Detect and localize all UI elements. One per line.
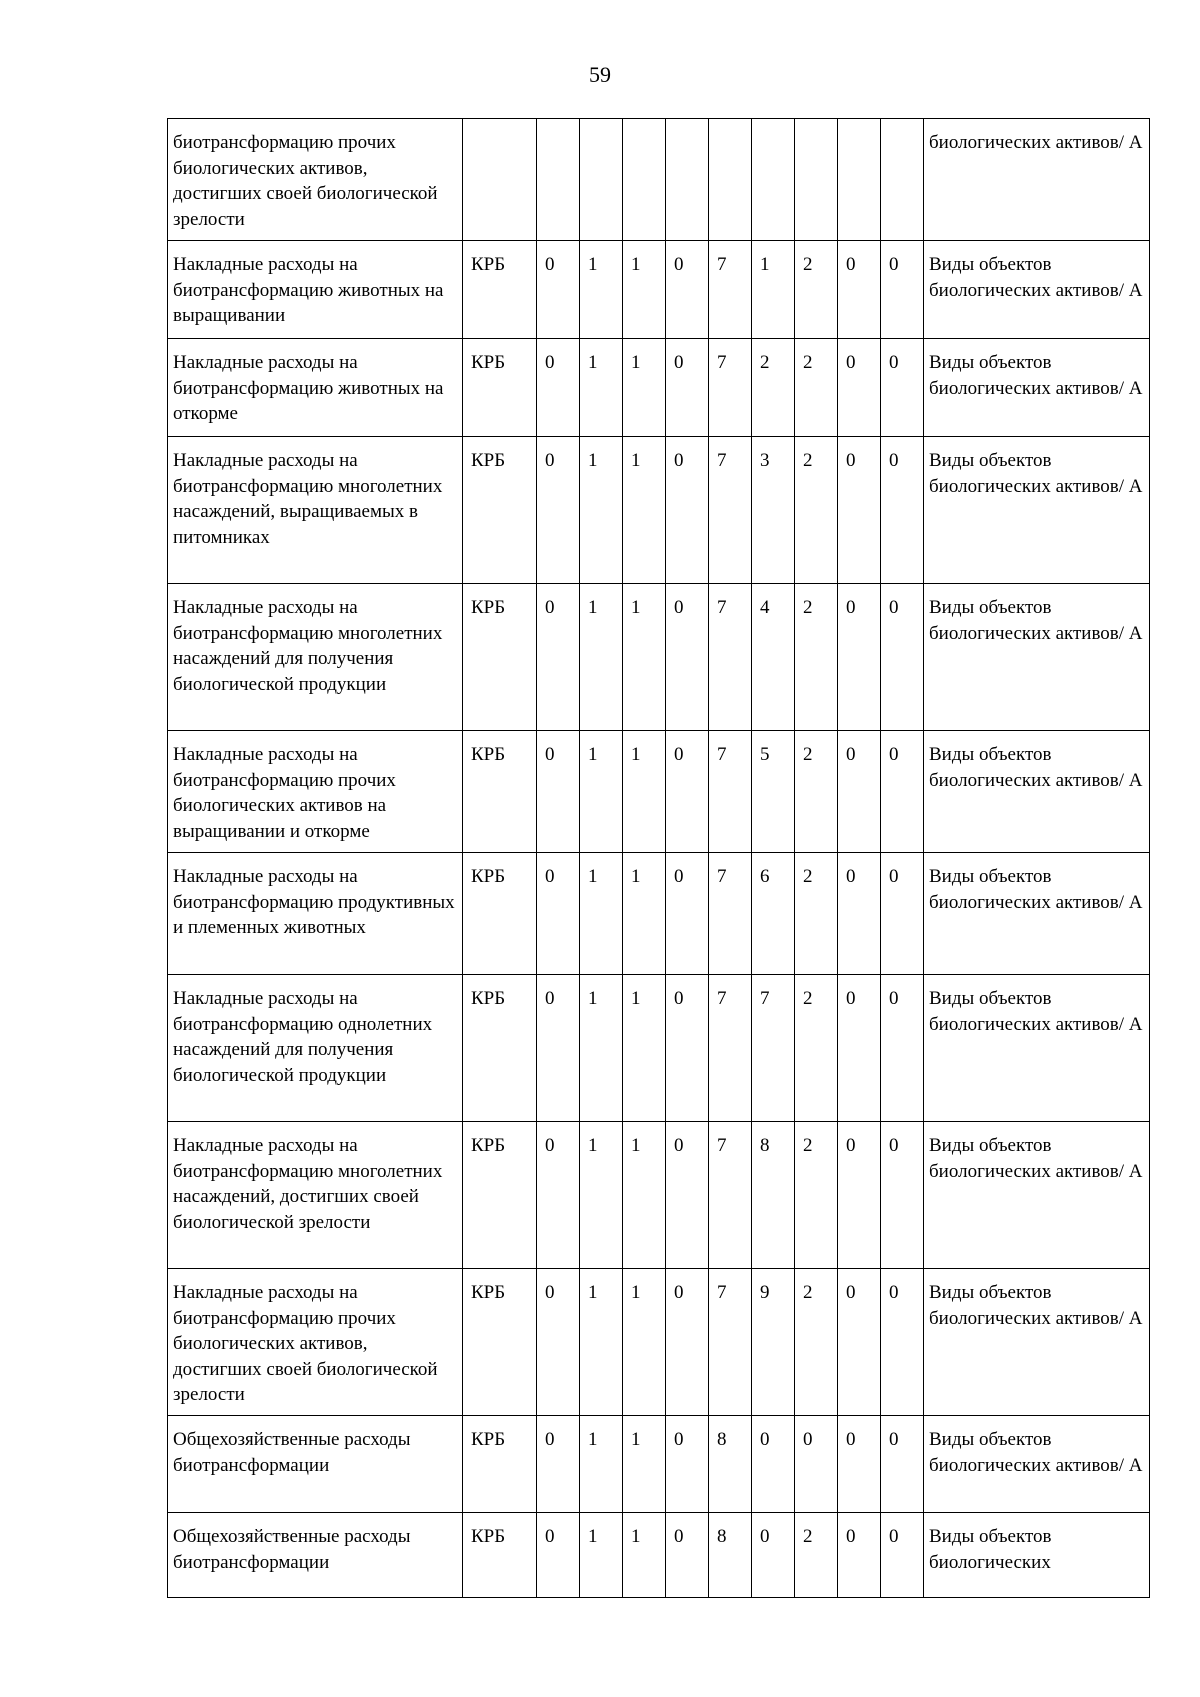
account-digit-cell: 0	[838, 241, 881, 339]
account-digit-cell: 1	[623, 584, 666, 731]
analytics-cell: Виды объектов биологических активов/ А	[924, 1269, 1150, 1416]
account-digit-cell: 7	[709, 975, 752, 1122]
analytics-cell: Виды объектов биологических активов/ А	[924, 1416, 1150, 1513]
table-body	[168, 119, 1150, 1598]
account-digit-cell	[795, 119, 838, 241]
account-digit-cell: 0	[838, 437, 881, 584]
account-digit-cell: 0	[666, 1416, 709, 1513]
account-code-cell: КРБ	[463, 1416, 537, 1513]
account-digit-cell: 7	[709, 584, 752, 731]
account-digit-cell: 1	[623, 1513, 666, 1598]
account-digit-cell: 0	[537, 339, 580, 437]
account-digit-cell	[838, 119, 881, 241]
account-code-cell: КРБ	[463, 1122, 537, 1269]
account-name-cell: Накладные расходы на биотрансформацию многолетних насаждений, достигших своей биологической зрелости	[168, 1122, 463, 1269]
account-digit-cell: 1	[623, 241, 666, 339]
account-digit-cell: 8	[709, 1416, 752, 1513]
account-digit-cell: 1	[623, 975, 666, 1122]
account-digit-cell: 2	[795, 584, 838, 731]
account-name-cell: Накладные расходы на биотрансформацию многолетних насаждений, выращиваемых в питомниках	[168, 437, 463, 584]
account-digit-cell: 7	[709, 241, 752, 339]
account-digit-cell	[580, 119, 623, 241]
account-digit-cell: 7	[752, 975, 795, 1122]
account-digit-cell: 0	[881, 1269, 924, 1416]
account-digit-cell: 0	[537, 1416, 580, 1513]
account-digit-cell: 2	[795, 1122, 838, 1269]
account-digit-cell: 0	[838, 1269, 881, 1416]
account-digit-cell: 0	[537, 241, 580, 339]
account-code-cell	[463, 119, 537, 241]
account-code-cell: КРБ	[463, 241, 537, 339]
account-digit-cell: 0	[537, 1269, 580, 1416]
account-digit-cell: 1	[623, 853, 666, 975]
account-digit-cell: 1	[623, 437, 666, 584]
account-digit-cell: 0	[537, 437, 580, 584]
account-digit-cell: 0	[838, 975, 881, 1122]
account-digit-cell: 1	[580, 1269, 623, 1416]
account-name-cell: Накладные расходы на биотрансформацию животных на выращивании	[168, 241, 463, 339]
account-digit-cell: 2	[795, 1513, 838, 1598]
analytics-cell: Виды объектов биологических активов/ А	[924, 437, 1150, 584]
table-row	[168, 1416, 1150, 1513]
table-row	[168, 1269, 1150, 1416]
account-name-cell: Общехозяйственные расходы биотрансформации	[168, 1416, 463, 1513]
account-digit-cell: 6	[752, 853, 795, 975]
table-row	[168, 731, 1150, 853]
account-digit-cell: 0	[666, 241, 709, 339]
account-digit-cell: 0	[666, 853, 709, 975]
account-name-cell: Общехозяйственные расходы биотрансформации	[168, 1513, 463, 1598]
account-digit-cell: 7	[709, 731, 752, 853]
account-digit-cell: 0	[881, 584, 924, 731]
account-digit-cell: 2	[795, 1269, 838, 1416]
account-digit-cell: 2	[795, 853, 838, 975]
account-digit-cell: 0	[881, 339, 924, 437]
account-digit-cell: 0	[838, 339, 881, 437]
account-digit-cell: 0	[881, 1513, 924, 1598]
account-digit-cell: 0	[537, 853, 580, 975]
analytics-cell: Виды объектов биологических активов/ А	[924, 241, 1150, 339]
account-digit-cell: 0	[537, 1513, 580, 1598]
account-code-cell: КРБ	[463, 731, 537, 853]
account-digit-cell: 5	[752, 731, 795, 853]
account-digit-cell: 1	[580, 437, 623, 584]
account-digit-cell: 0	[537, 1122, 580, 1269]
account-digit-cell: 0	[666, 1122, 709, 1269]
account-digit-cell: 1	[623, 339, 666, 437]
account-digit-cell: 0	[838, 1416, 881, 1513]
table-row	[168, 584, 1150, 731]
account-digit-cell: 0	[666, 1513, 709, 1598]
account-digit-cell: 0	[838, 731, 881, 853]
account-digit-cell: 0	[881, 975, 924, 1122]
account-digit-cell: 0	[881, 853, 924, 975]
analytics-cell: Виды объектов биологических активов/ А	[924, 731, 1150, 853]
account-code-cell: КРБ	[463, 584, 537, 731]
account-digit-cell	[881, 119, 924, 241]
account-digit-cell: 1	[580, 1416, 623, 1513]
analytics-cell: Виды объектов биологических активов/ А	[924, 584, 1150, 731]
table-row	[168, 339, 1150, 437]
account-digit-cell: 0	[752, 1513, 795, 1598]
account-code-cell: КРБ	[463, 853, 537, 975]
account-digit-cell: 0	[881, 1122, 924, 1269]
account-name-cell: Накладные расходы на биотрансформацию многолетних насаждений для получения биологической продукции	[168, 584, 463, 731]
account-digit-cell: 2	[795, 241, 838, 339]
account-digit-cell: 1	[580, 1513, 623, 1598]
account-digit-cell: 0	[838, 584, 881, 731]
account-digit-cell: 1	[580, 975, 623, 1122]
analytics-cell: Виды объектов биологических активов/ А	[924, 339, 1150, 437]
table-row	[168, 119, 1150, 241]
account-code-cell: КРБ	[463, 975, 537, 1122]
account-code-cell: КРБ	[463, 1513, 537, 1598]
account-digit-cell: 7	[709, 437, 752, 584]
account-digit-cell: 0	[666, 584, 709, 731]
account-digit-cell: 2	[795, 975, 838, 1122]
table-row	[168, 853, 1150, 975]
account-digit-cell: 1	[580, 241, 623, 339]
account-digit-cell	[537, 119, 580, 241]
account-digit-cell: 0	[881, 437, 924, 584]
analytics-cell: Виды объектов биологических активов/ А	[924, 1122, 1150, 1269]
account-digit-cell	[709, 119, 752, 241]
account-digit-cell: 1	[580, 339, 623, 437]
account-digit-cell: 0	[666, 339, 709, 437]
account-name-cell: биотрансформацию прочих биологических активов, достигших своей биологической зрелости	[168, 119, 463, 241]
account-digit-cell	[666, 119, 709, 241]
account-digit-cell: 4	[752, 584, 795, 731]
account-digit-cell: 0	[838, 853, 881, 975]
account-table	[167, 118, 1150, 1598]
table-row	[168, 1122, 1150, 1269]
account-digit-cell: 7	[709, 1269, 752, 1416]
account-name-cell: Накладные расходы на биотрансформацию однолетних насаждений для получения биологической продукции	[168, 975, 463, 1122]
account-digit-cell: 1	[752, 241, 795, 339]
account-digit-cell: 1	[623, 731, 666, 853]
account-name-cell: Накладные расходы на биотрансформацию продуктивных и племенных животных	[168, 853, 463, 975]
account-digit-cell: 2	[795, 339, 838, 437]
account-digit-cell: 0	[752, 1416, 795, 1513]
account-code-cell: КРБ	[463, 339, 537, 437]
account-digit-cell: 1	[580, 853, 623, 975]
analytics-cell: биологических активов/ А	[924, 119, 1150, 241]
account-digit-cell	[623, 119, 666, 241]
account-digit-cell: 0	[881, 1416, 924, 1513]
account-digit-cell: 2	[795, 437, 838, 584]
account-digit-cell: 2	[795, 731, 838, 853]
analytics-cell: Виды объектов биологических	[924, 1513, 1150, 1598]
account-digit-cell: 0	[666, 975, 709, 1122]
table-row	[168, 1513, 1150, 1598]
account-digit-cell	[752, 119, 795, 241]
account-digit-cell: 0	[666, 437, 709, 584]
account-digit-cell: 1	[623, 1122, 666, 1269]
account-digit-cell: 0	[537, 731, 580, 853]
account-digit-cell: 8	[709, 1513, 752, 1598]
account-digit-cell: 7	[709, 1122, 752, 1269]
account-name-cell: Накладные расходы на биотрансформацию прочих биологических активов на выращивании и откорме	[168, 731, 463, 853]
account-digit-cell: 0	[881, 241, 924, 339]
analytics-cell: Виды объектов биологических активов/ А	[924, 853, 1150, 975]
account-digit-cell: 2	[752, 339, 795, 437]
account-digit-cell: 1	[580, 584, 623, 731]
account-digit-cell: 0	[881, 731, 924, 853]
analytics-cell: Виды объектов биологических активов/ А	[924, 975, 1150, 1122]
account-digit-cell: 1	[623, 1269, 666, 1416]
account-digit-cell: 0	[838, 1513, 881, 1598]
account-digit-cell: 7	[709, 853, 752, 975]
account-digit-cell: 0	[537, 584, 580, 731]
account-digit-cell: 8	[752, 1122, 795, 1269]
account-digit-cell: 3	[752, 437, 795, 584]
account-name-cell: Накладные расходы на биотрансформацию прочих биологических активов, достигших своей биологической зрелости	[168, 1269, 463, 1416]
account-digit-cell: 0	[537, 975, 580, 1122]
account-digit-cell: 1	[623, 1416, 666, 1513]
table-row	[168, 437, 1150, 584]
account-code-cell: КРБ	[463, 437, 537, 584]
account-digit-cell: 1	[580, 731, 623, 853]
account-digit-cell: 9	[752, 1269, 795, 1416]
account-digit-cell: 0	[795, 1416, 838, 1513]
table-row	[168, 241, 1150, 339]
page-number: 59	[589, 62, 611, 87]
table-row	[168, 975, 1150, 1122]
account-digit-cell: 1	[580, 1122, 623, 1269]
account-digit-cell: 0	[838, 1122, 881, 1269]
account-name-cell: Накладные расходы на биотрансформацию животных на откорме	[168, 339, 463, 437]
account-digit-cell: 0	[666, 731, 709, 853]
account-digit-cell: 7	[709, 339, 752, 437]
account-digit-cell: 0	[666, 1269, 709, 1416]
account-code-cell: КРБ	[463, 1269, 537, 1416]
